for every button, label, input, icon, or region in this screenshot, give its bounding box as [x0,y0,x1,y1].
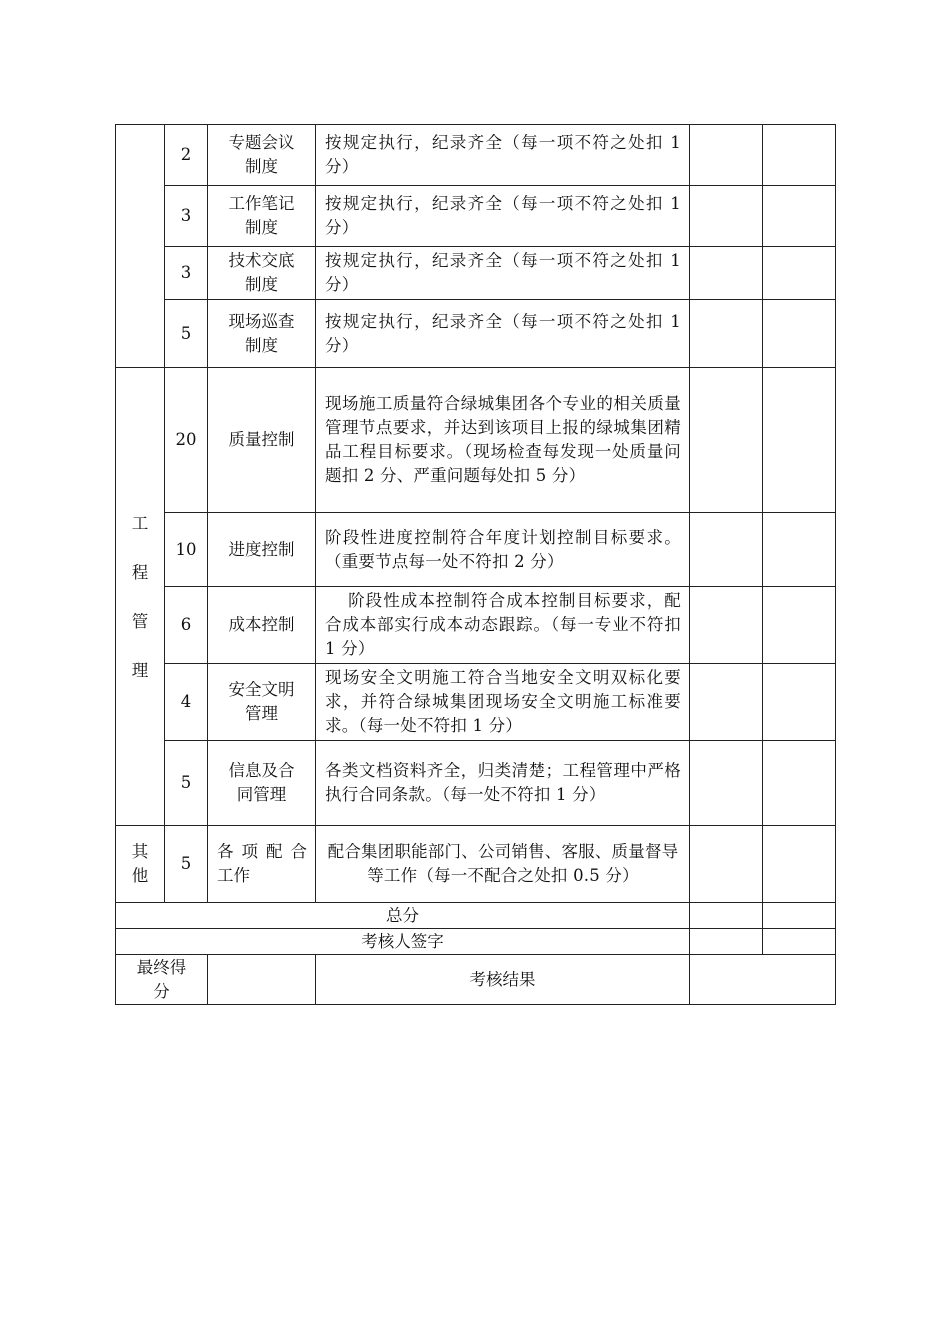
self-score-cell[interactable] [690,125,763,186]
category-cell-empty [116,125,165,368]
score-cell: 3 [165,247,208,300]
assessor-signature-cell-1[interactable] [690,929,763,955]
total-check-score-cell[interactable] [763,903,836,929]
assessment-result-value-cell[interactable] [690,955,836,1005]
total-label: 总分 [116,903,690,929]
category-other: 其 他 [116,826,165,903]
score-cell: 5 [165,826,208,903]
self-score-cell[interactable] [690,300,763,368]
item-cell: 成本控制 [208,587,316,664]
score-cell: 5 [165,741,208,826]
item-cell: 质量控制 [208,368,316,513]
standard-cell: 各类文档资料齐全，归类清楚；工程管理中严格执行合同条款。（每一处不符扣 1 分） [316,741,690,826]
check-score-cell[interactable] [763,826,836,903]
score-cell: 2 [165,125,208,186]
score-cell: 4 [165,664,208,741]
standard-cell: 阶段性进度控制符合年度计划控制目标要求。（重要节点每一处不符扣 2 分） [316,513,690,587]
total-row [116,903,836,929]
item-cell: 现场巡查 制度 [208,300,316,368]
table-row [116,587,836,664]
table-row [116,826,836,903]
score-cell: 10 [165,513,208,587]
table-row [116,300,836,368]
final-score-value-cell[interactable] [208,955,316,1005]
score-cell: 5 [165,300,208,368]
assessor-signature-cell-2[interactable] [763,929,836,955]
standard-cell: 按规定执行，纪录齐全（每一项不符之处扣 1 分） [316,247,690,300]
standard-cell: 按规定执行，纪录齐全（每一项不符之处扣 1 分） [316,300,690,368]
self-score-cell[interactable] [690,186,763,247]
table-row [116,368,836,513]
standard-cell: 阶段性成本控制符合成本控制目标要求，配合成本部实行成本动态跟踪。（每一专业不符扣 1 分） [316,587,690,664]
standard-cell: 现场施工质量符合绿城集团各个专业的相关质量管理节点要求，并达到该项目上报的绿城集团精品工程目标要求。（现场检查每发现一处质量问题扣 2 分、严重问题每处扣 5 分） [316,368,690,513]
item-cell: 各 项 配 合 工作 [208,826,316,903]
score-cell: 6 [165,587,208,664]
check-score-cell[interactable] [763,125,836,186]
score-cell: 20 [165,368,208,513]
check-score-cell[interactable] [763,741,836,826]
self-score-cell[interactable] [690,741,763,826]
table-row [116,664,836,741]
check-score-cell[interactable] [763,300,836,368]
table-row [116,513,836,587]
item-cell: 工作笔记 制度 [208,186,316,247]
table-row [116,741,836,826]
standard-cell: 配合集团职能部门、公司销售、客服、质量督导等工作（每一不配合之处扣 0.5 分） [316,826,690,903]
item-cell: 进度控制 [208,513,316,587]
assessment-result-label: 考核结果 [316,955,690,1005]
table-row [116,186,836,247]
total-self-score-cell[interactable] [690,903,763,929]
check-score-cell[interactable] [763,247,836,300]
assessor-row [116,929,836,955]
self-score-cell[interactable] [690,664,763,741]
self-score-cell[interactable] [690,587,763,664]
table-row [116,125,836,186]
self-score-cell[interactable] [690,826,763,903]
assessor-signature-label: 考核人签字 [116,929,690,955]
check-score-cell[interactable] [763,186,836,247]
item-cell: 技术交底 制度 [208,247,316,300]
table-row [116,247,836,300]
item-cell: 安全文明 管理 [208,664,316,741]
standard-cell: 按规定执行，纪录齐全（每一项不符之处扣 1 分） [316,186,690,247]
score-cell: 3 [165,186,208,247]
check-score-cell[interactable] [763,664,836,741]
self-score-cell[interactable] [690,513,763,587]
self-score-cell[interactable] [690,247,763,300]
item-cell: 专题会议 制度 [208,125,316,186]
final-row [116,955,836,1005]
category-engineering-management: 工 程 管 理 [116,368,165,826]
assessment-table [115,124,836,1005]
check-score-cell[interactable] [763,587,836,664]
final-score-label: 最终得 分 [116,955,208,1005]
self-score-cell[interactable] [690,368,763,513]
standard-cell: 按规定执行，纪录齐全（每一项不符之处扣 1 分） [316,125,690,186]
standard-cell: 现场安全文明施工符合当地安全文明双标化要求，并符合绿城集团现场安全文明施工标准要求。（每一处不符扣 1 分） [316,664,690,741]
item-cell: 信息及合 同管理 [208,741,316,826]
check-score-cell[interactable] [763,513,836,587]
check-score-cell[interactable] [763,368,836,513]
